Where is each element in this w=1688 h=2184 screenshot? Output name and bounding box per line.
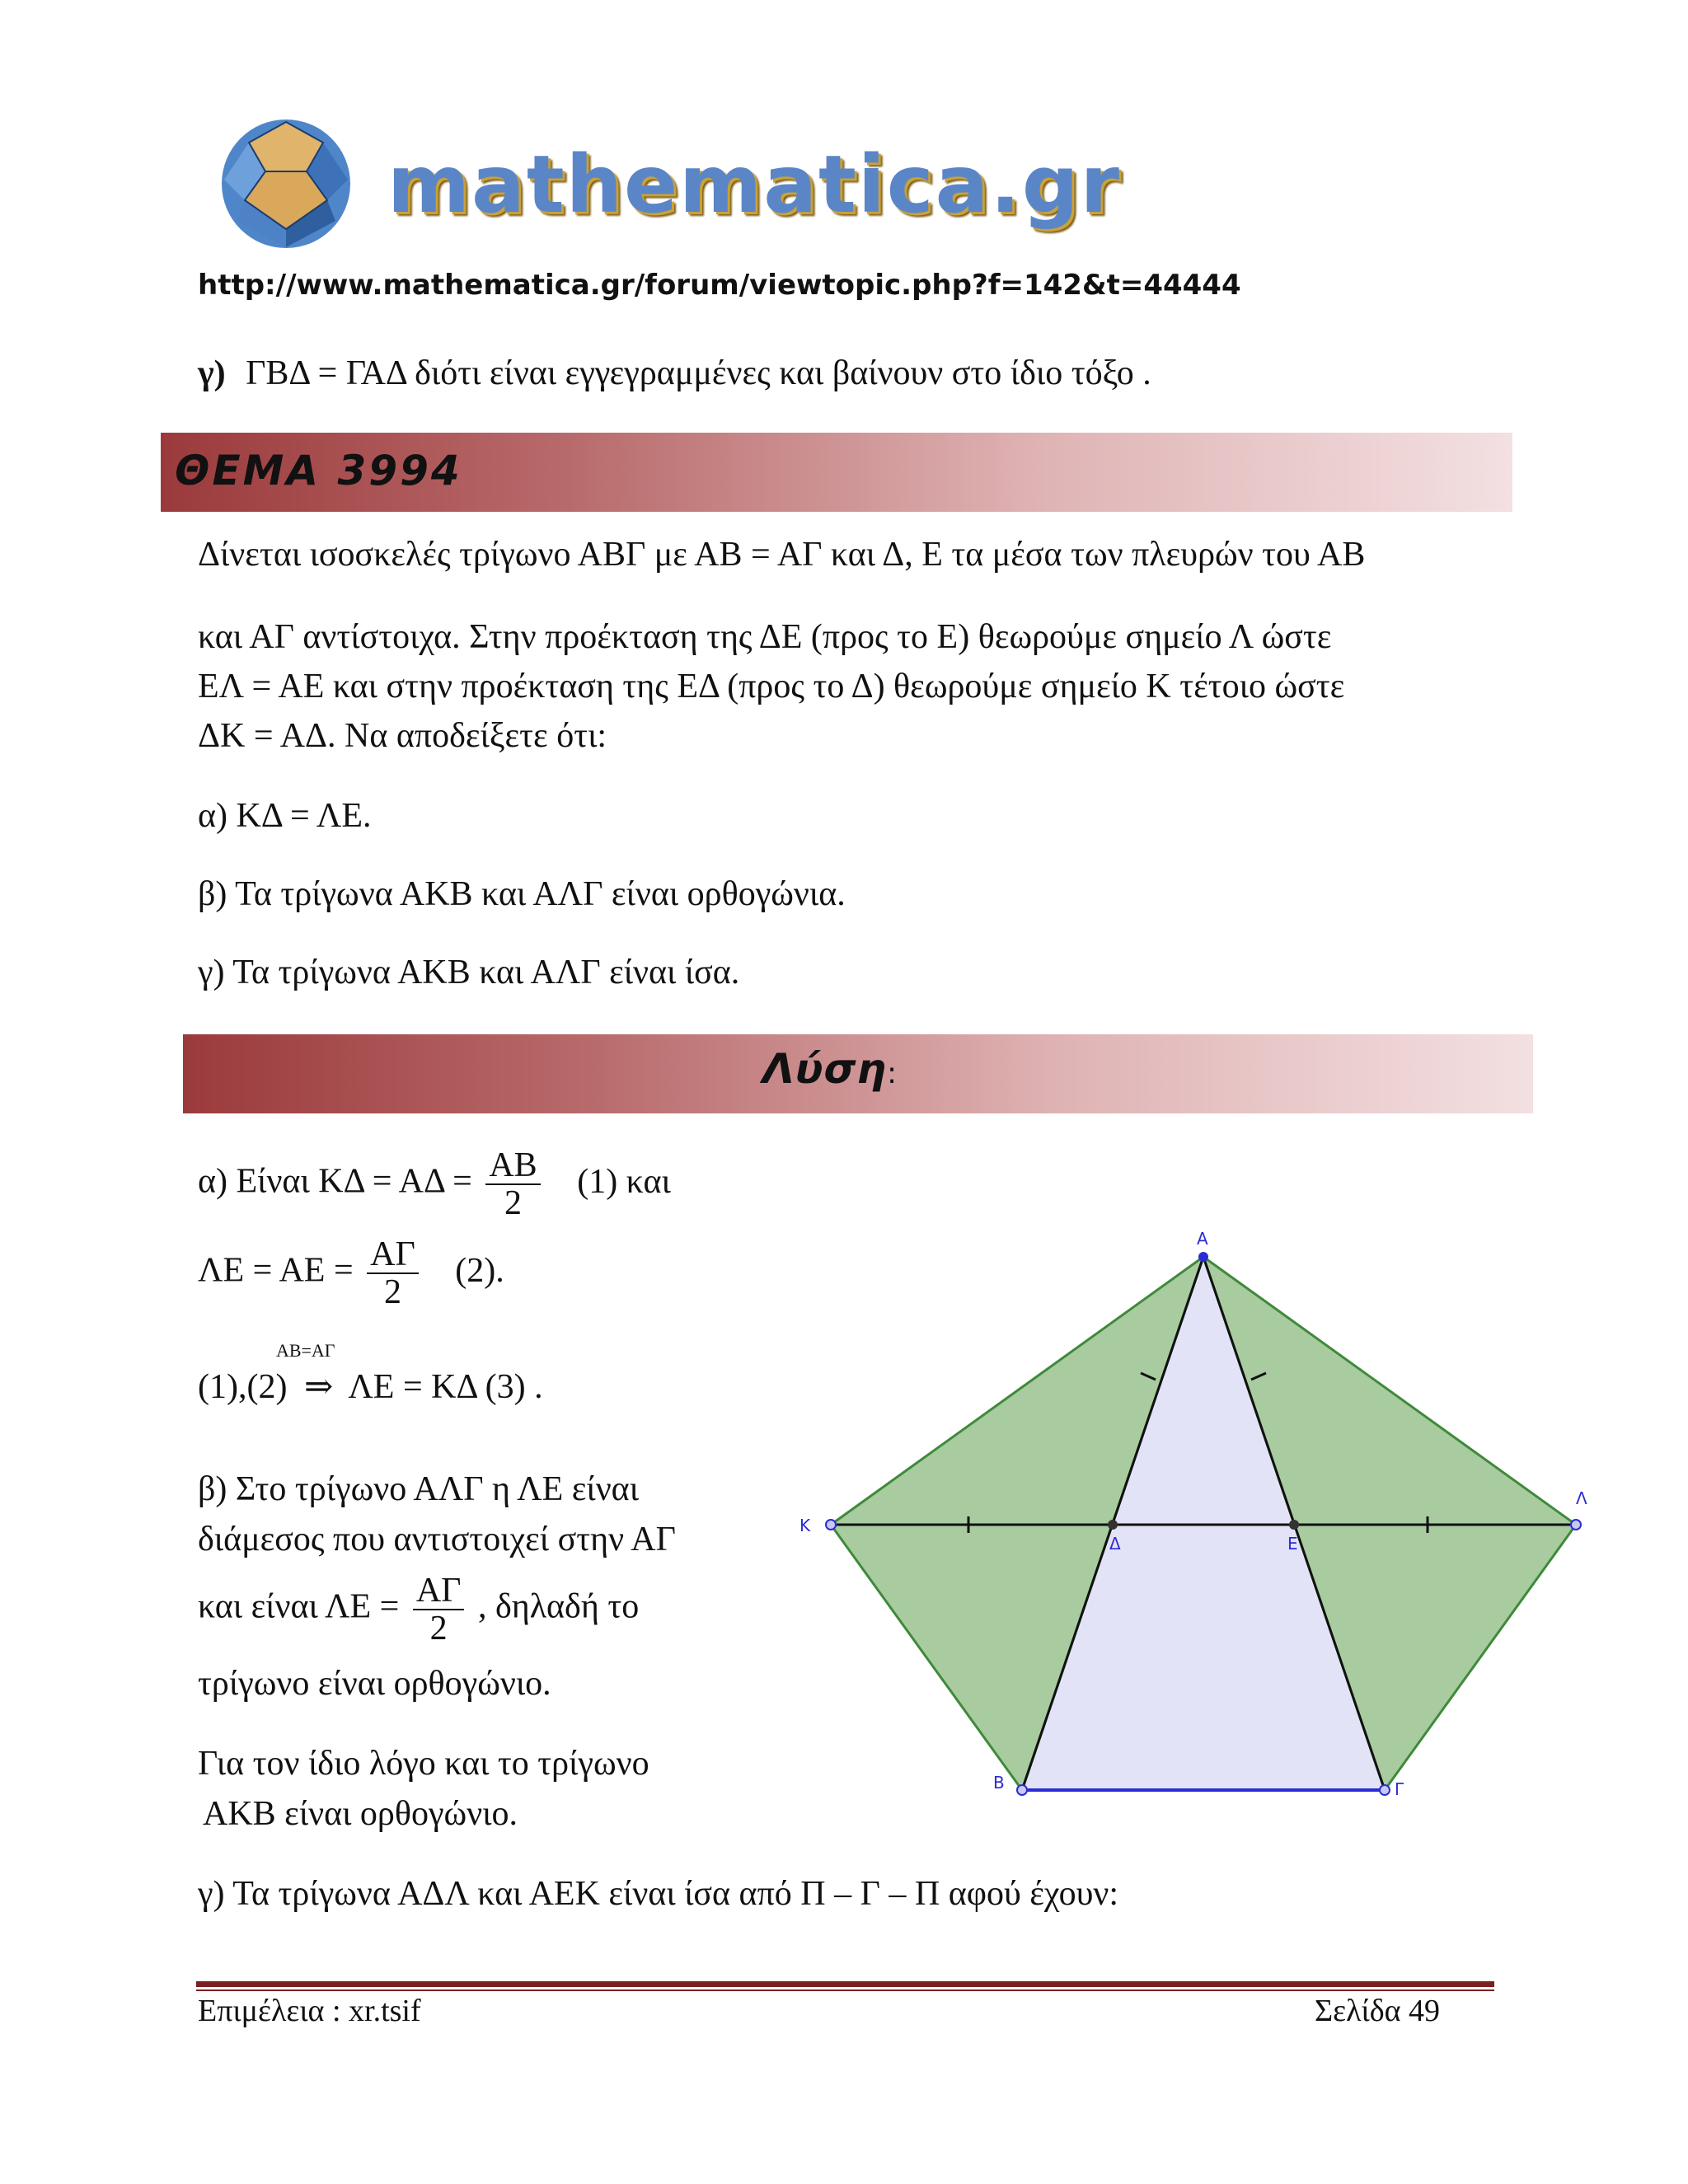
fraction-denominator: 2 — [504, 1184, 523, 1223]
fraction-ab-2 — [485, 1147, 540, 1221]
solution-b-line-4: τρίγωνο είναι ορθογώνιο. — [198, 1665, 551, 1703]
solution-b-line-1: β) Στο τρίγωνο ΑΛΓ η ΛΕ είναι — [198, 1470, 639, 1508]
problem-line-2: και ΑΓ αντίστοιχα. Στην προέκταση της ΔΕ (προς το Ε) θεωρούμε σημείο Λ ώστε — [198, 618, 1332, 656]
label-d: Δ — [1109, 1534, 1121, 1554]
footer-page-number: Σελίδα 49 — [1315, 1994, 1441, 2028]
solution-a1-suffix: (1) και — [577, 1162, 671, 1201]
label-a: A — [1197, 1229, 1208, 1249]
fraction-ag-2 — [367, 1236, 419, 1310]
solution-b-line-6: ΑΚΒ είναι ορθογώνιο. — [203, 1795, 518, 1833]
problem-part-a: α) ΚΔ = ΛΕ. — [198, 797, 372, 835]
footer-rule — [196, 1981, 1494, 1987]
solution-a2-suffix: (2). — [455, 1251, 504, 1290]
fraction-denominator: 2 — [429, 1610, 448, 1648]
solution-a-line-3 — [198, 1340, 543, 1408]
label-l: Λ — [1576, 1488, 1587, 1508]
problem-part-c: γ) Τα τρίγωνα ΑΚΒ και ΑΛΓ είναι ίσα. — [198, 954, 740, 991]
fraction-numerator: ΑΓ — [413, 1572, 465, 1610]
solution-a3-suffix: ΛΕ = ΚΔ (3) . — [348, 1368, 543, 1406]
solution-title-text: Λύση — [762, 1045, 887, 1093]
problem-part-b: β) Τα τρίγωνα ΑΚΒ και ΑΛΓ είναι ορθογώνια. — [198, 875, 846, 913]
fraction-numerator: ΑΓ — [367, 1236, 419, 1274]
point-l — [1571, 1520, 1581, 1530]
problem-line-1: Δίνεται ισοσκελές τρίγωνο ΑΒΓ με ΑΒ = ΑΓ και Δ, Ε τα μέσα των πλευρών του ΑΒ — [198, 536, 1366, 574]
logo — [216, 114, 356, 254]
solution-title-colon: : — [887, 1057, 898, 1090]
logo-text: mathematica.gr — [387, 138, 1121, 231]
prev-part-label: γ) — [198, 354, 226, 392]
solution-b-line-5: Για τον ίδιο λόγο και το τρίγωνο — [198, 1745, 649, 1783]
point-k — [826, 1520, 836, 1530]
polyhedron-logo-icon — [216, 114, 356, 254]
solution-b-line-2: διάμεσος που αντιστοιχεί στην ΑΓ — [198, 1521, 676, 1558]
solution-b-line-3 — [198, 1572, 639, 1647]
geometry-figure — [783, 1220, 1591, 1813]
prev-part-text: ΓΒΔ = ΓΑΔ διότι είναι εγγεγραμμένες και βαίνουν στο ίδιο τόξο . — [246, 354, 1151, 392]
fraction-denominator: 2 — [383, 1273, 401, 1312]
implication-arrow-icon: ⇒ — [303, 1368, 334, 1406]
label-k: K — [799, 1516, 811, 1535]
point-g — [1380, 1785, 1390, 1795]
footer-rule-thin — [196, 1990, 1494, 1991]
solution-a-line-2 — [198, 1236, 504, 1310]
problem-line-4: ΔΚ = ΑΔ. Να αποδείξετε ότι: — [198, 717, 607, 755]
implication-condition: ΑΒ=ΑΓ — [275, 1340, 335, 1361]
prev-part — [198, 353, 1151, 394]
label-e: E — [1287, 1534, 1298, 1554]
label-g: Γ — [1395, 1779, 1404, 1799]
solution-c-line-1: γ) Τα τρίγωνα ΑΔΛ και ΑΕΚ είναι ίσα από Π – Γ – Π αφού έχουν: — [198, 1875, 1119, 1913]
fraction-numerator: ΑΒ — [485, 1147, 540, 1185]
page-url: http://www.mathematica.gr/forum/viewtopic.php?f=142&t=44444 — [198, 269, 1241, 302]
point-b — [1017, 1785, 1027, 1795]
solution-a1-prefix: α) Είναι ΚΔ = ΑΔ = — [198, 1162, 472, 1201]
point-d — [1108, 1520, 1118, 1530]
point-e — [1289, 1520, 1299, 1530]
label-b: B — [993, 1773, 1005, 1793]
problem-line-3: ΕΛ = ΑΕ και στην προέκταση της ΕΔ (προς το Δ) θεωρούμε σημείο Κ τέτοιο ώστε — [198, 668, 1345, 705]
point-a — [1198, 1252, 1208, 1262]
solution-title — [762, 1045, 897, 1093]
solution-a2-prefix: ΛΕ = ΑΕ = — [198, 1251, 354, 1290]
solution-b3-suffix: , δηλαδή το — [477, 1587, 640, 1626]
solution-a-line-1 — [198, 1147, 671, 1221]
footer-author: Επιμέλεια : xr.tsif — [198, 1994, 421, 2028]
fraction-ag-2-b — [413, 1572, 465, 1647]
theme-title: ΘΕΜΑ 3994 — [175, 447, 462, 494]
solution-a3-prefix: (1),(2) — [198, 1368, 288, 1406]
solution-b3-prefix: και είναι ΛΕ = — [198, 1587, 400, 1626]
